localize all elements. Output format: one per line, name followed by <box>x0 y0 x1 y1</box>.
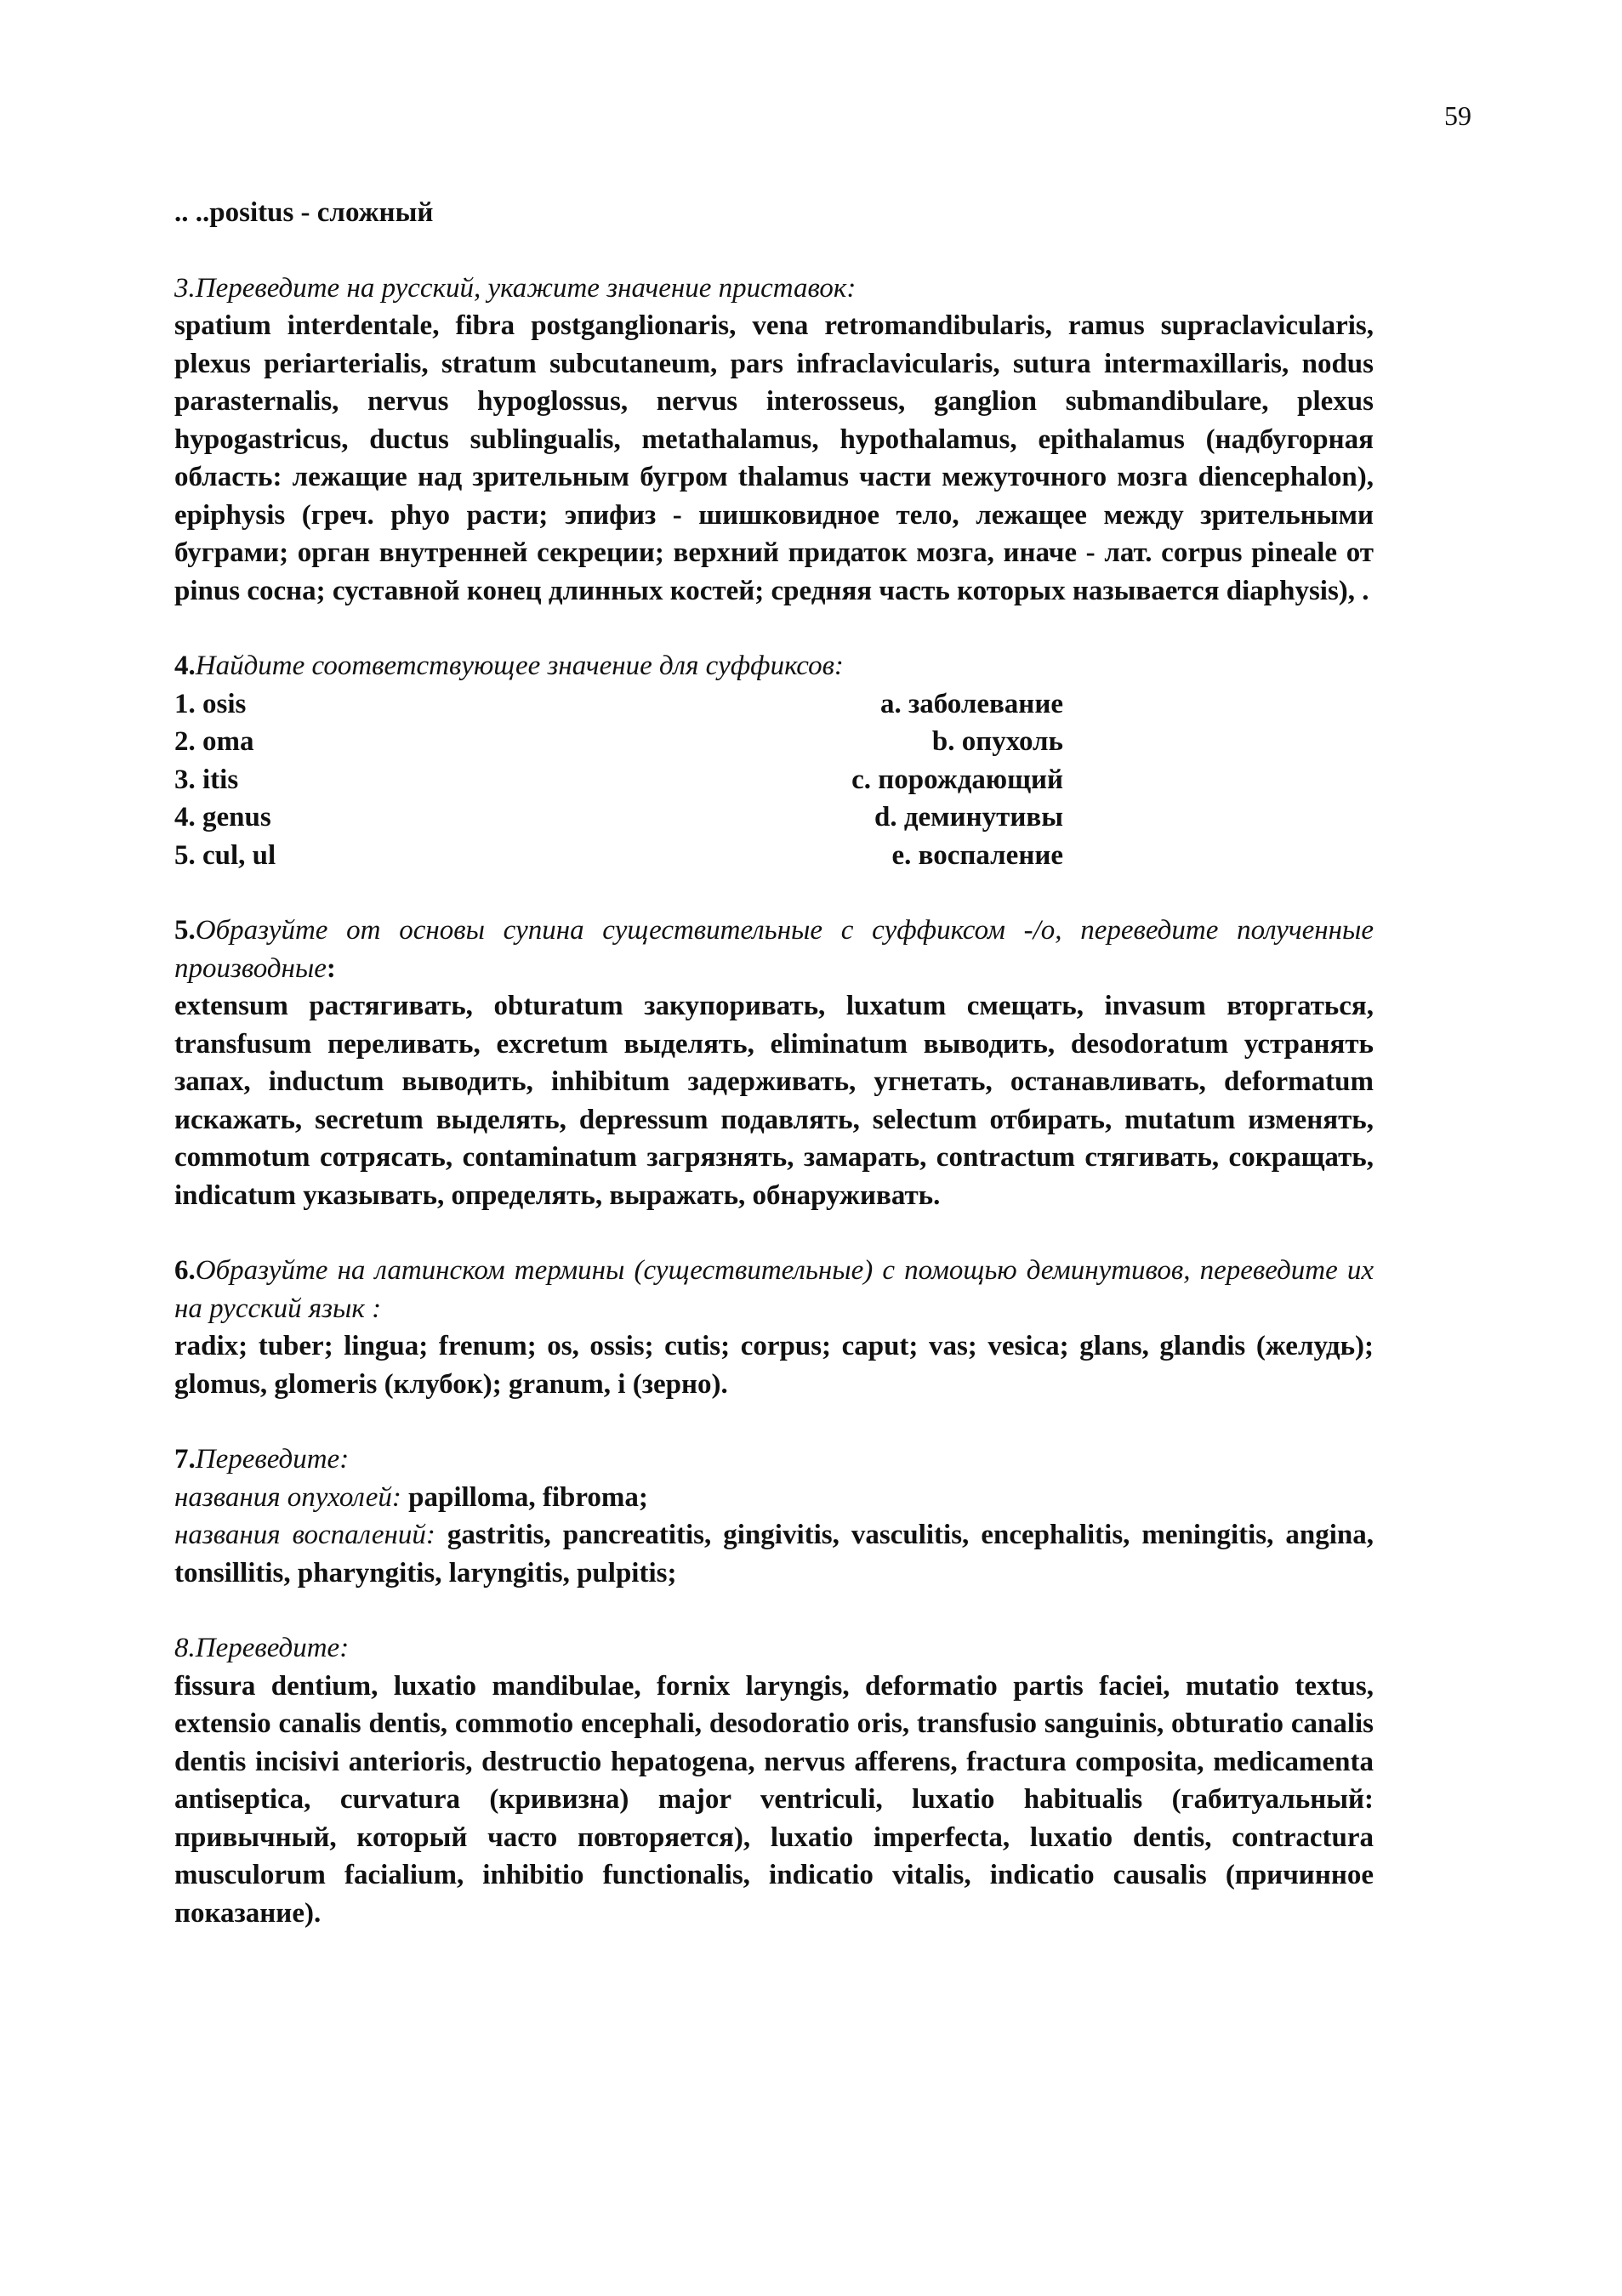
tumors-label: названия опухолей: <box>174 1481 401 1513</box>
task-6-number: 6. <box>174 1255 196 1286</box>
suffix-meaning: c. порождающий <box>851 764 1063 795</box>
task-4-number: 4. <box>174 651 196 681</box>
page-content <box>174 194 1374 1932</box>
suffix-meaning: d. деминутивы <box>874 802 1063 833</box>
task-8 <box>174 1629 1374 1932</box>
suffix-row <box>174 723 1063 761</box>
task-5 <box>174 912 1374 1214</box>
task-5-number: 5. <box>174 915 196 946</box>
inflammations-text: gastritis, pancreatitis, gingivitis, vasculitis, encephalitis, meningitis, angina, tonsillitis, pharyngitis, laryngitis, pulpitis; <box>174 1520 1374 1588</box>
task-3-title: 3.Переведите на русский, укажите значение приставок: <box>174 272 857 304</box>
task-7 <box>174 1441 1374 1592</box>
task-6-text: radix; tuber; lingua; frenum; os, ossis; cutis; corpus; caput; vas; vesica; glans, glandis (желудь); glomus, glomeris (клубок); granum, i (зерно). <box>174 1331 1374 1400</box>
task-5-colon: : <box>326 952 336 984</box>
task-6-title: Образуйте на латинском термины (существительные) с помощью деминутивов, переведите их на русский язык : <box>174 1255 1374 1324</box>
suffix-row <box>174 798 1063 837</box>
task-4-heading <box>174 647 1374 685</box>
suffix-row <box>174 837 1063 875</box>
task-3-text: spatium interdentale, fibra postganglionaris, vena retromandibularis, ramus supraclavicularis, plexus periarterialis, stratum subcutaneum, pars infraclavicularis, sutura intermaxillaris, nodus parasternalis, nervus hypoglossus, nervus interosseus, ganglion submandibulare, plexus hypogastricus, ductus sublingualis, metathalamus, hypothalamus, epithalamus (надбугорная область: лежащие над зрительным бугром thalamus части межуточного мозга diencephalon), epiphysis (греч. phyo расти; эпифиз - шишковидное тело, лежащее между зрительными буграми; орган внутренней секреции; верхний придаток мозга, иначе - лат. corpus pineale от pinus сосна; суставной конец длинных костей; средняя часть которых называется diaphysis), . <box>174 310 1374 606</box>
suffix-term: 4. genus <box>174 802 271 833</box>
task-4 <box>174 647 1374 874</box>
task-4-title: Найдите соответствующее значение для суффиксов: <box>195 651 844 681</box>
task-6 <box>174 1252 1374 1403</box>
suffix-meaning: a. заболевание <box>879 688 1063 719</box>
suffix-row <box>174 761 1063 799</box>
tumors-text: papilloma, fibroma; <box>408 1481 648 1513</box>
task-3 <box>174 270 1374 611</box>
suffix-term: 3. itis <box>174 764 239 795</box>
task-8-text: fissura dentium, luxatio mandibulae, fornix laryngis, deformatio partis faciei, mutatio textus, extensio canalis dentis, commotio encephali, desodoratio oris, transfusio sanguinis, obturatio canalis dentis incisivi anterioris, destructio hepatogena, nervus afferens, fractura composita, medicamenta antiseptica, curvatura (кривизна) major ventriculi, luxatio habitualis (габитуальный: привычный, который часто повторяется), luxatio imperfecta, luxatio dentis, contractura musculorum facialium, inhibitio functionalis, indicatio vitalis, indicatio causalis (причинное показание). <box>174 1670 1374 1929</box>
task-7-title: Переведите: <box>195 1444 350 1475</box>
suffix-meaning: e. воспаление <box>891 839 1063 871</box>
task-5-title: Образуйте от основы супина существительные с суффиксом -/о, переведите полученные производные <box>174 915 1374 984</box>
page-number: 59 <box>1444 100 1471 131</box>
task-7-tumors <box>174 1479 1374 1517</box>
task-7-heading <box>174 1441 1374 1479</box>
task-8-title: 8.Переведите: <box>174 1633 350 1663</box>
task-7-inflammations <box>174 1516 1374 1592</box>
suffix-term: 2. oma <box>174 726 254 757</box>
task-5-text: extensum растягивать, obturatum закупоривать, luxatum смещать, invasum вторгаться, transfusum переливать, excretum выделять, eliminatum выводить, desodoratum устранять запах, inductum выводить, inhibitum задерживать, угнетать, останавливать, deformatum искажать, secretum выделять, depressum подавлять, selectum отбирать, mutatum изменять, commotum сотрясать, contaminatum загрязнять, замарать, contractum стягивать, сокращать, indicatum указывать, определять, выражать, обнаруживать. <box>174 991 1374 1211</box>
task-6-heading <box>174 1252 1374 1327</box>
suffix-term: 1. osis <box>174 688 247 719</box>
task-5-heading <box>174 912 1374 987</box>
suffix-term: 5. cul, ul <box>174 839 276 871</box>
suffix-meaning: b. опухоль <box>931 726 1063 757</box>
inflammations-label: названия воспалений: <box>174 1520 435 1550</box>
task-7-number: 7. <box>174 1444 196 1475</box>
suffix-row <box>174 685 1063 724</box>
positus-line: .. ..positus - сложный <box>174 197 434 228</box>
